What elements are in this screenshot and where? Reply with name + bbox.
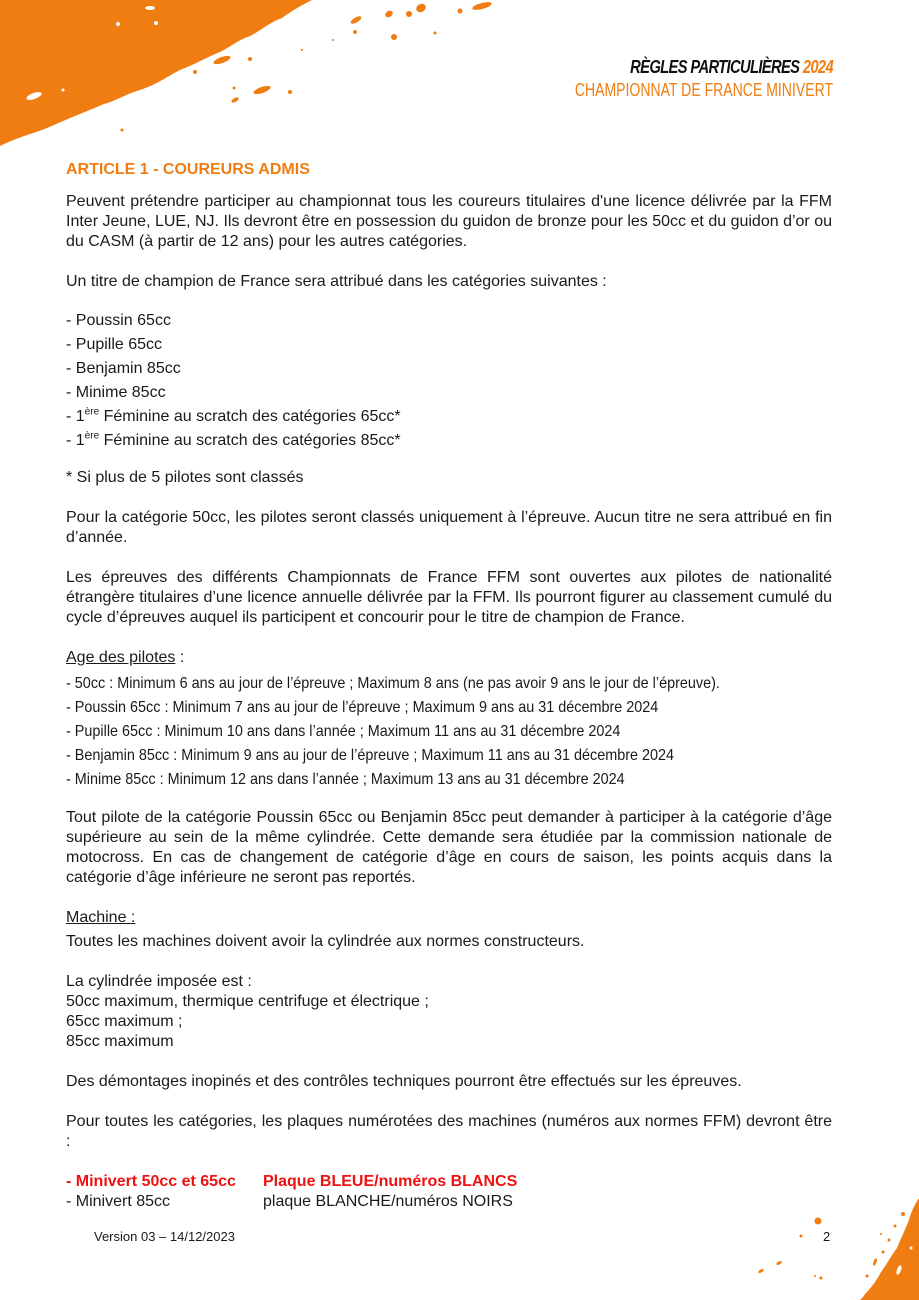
document-body: [66, 160, 832, 1212]
header-title: [562, 56, 833, 78]
page-number: 2: [823, 1229, 831, 1244]
paragraph-foreign-riders: Les épreuves des différents Championnats de France FFM sont ouvertes aux pilotes de nationalité étrangère titulaires d’une licence annuelle délivrée par la FFM. Ils pourront figurer au classement cumulé du cycle d’épreuves auquel ils participent et concourir pour le titre de champion de France.: [66, 569, 832, 626]
category-item: - Poussin 65cc: [66, 312, 171, 329]
footnote: * Si plus de 5 pilotes sont classés: [66, 469, 304, 486]
paragraph-category-upgrade: Tout pilote de la catégorie Poussin 65cc ou Benjamin 85cc peut demander à participer à la catégorie d’âge supérieure au sein de la même cylindrée. Cette demande sera étudiée par la commission nationale de motocross. En cas de changement de catégorie d’âge en cours de saison, les points acquis dans la catégorie d’âge inférieure ne seront pas reportés.: [66, 809, 832, 886]
plate-row: [66, 1192, 832, 1212]
paragraph-50cc: Pour la catégorie 50cc, les pilotes seront classés uniquement à l’épreuve. Aucun titre ne sera attribué en fin d’année.: [66, 509, 832, 546]
cylinder-line: 85cc maximum: [66, 1033, 174, 1050]
age-heading: Age des pilotes :: [66, 649, 185, 666]
article-title: ARTICLE 1 - COUREURS ADMIS: [66, 161, 310, 178]
age-item: - 50cc : Minimum 6 ans au jour de l’épreuve ; Maximum 8 ans (ne pas avoir 9 ans le jour de l’épreuve).: [66, 675, 720, 692]
paint-splash-bottom-decoration: [739, 1190, 919, 1300]
plate-row: [66, 1172, 832, 1192]
intro-paragraph: Peuvent prétendre participer au championnat tous les coureurs titulaires d'une licence délivrée par la FFM Inter Jeune, LUE, NJ. Ils devront être en possession du guidon de bronze pour les 50cc et du guidon d’or ou du CASM (à partir de 12 ans) pour les autres catégories.: [66, 193, 832, 250]
category-list: [66, 309, 832, 453]
category-item: - Minime 85cc: [66, 384, 166, 401]
age-item: - Pupille 65cc : Minimum 10 ans dans l’année ; Maximum 11 ans au 31 décembre 2024: [66, 723, 621, 740]
plate-category: - Minivert 85cc: [66, 1193, 171, 1210]
paint-splash-top-decoration: [0, 0, 500, 150]
cylinder-line: 50cc maximum, thermique centrifuge et électrique ;: [66, 993, 429, 1010]
plates-table: [66, 1172, 832, 1212]
machine-heading: Machine :: [66, 909, 136, 926]
inspections-paragraph: Des démontages inopinés et des contrôles techniques pourront être effectués sur les épreuves.: [66, 1073, 742, 1090]
header-title-text: RÈGLES PARTICULIÈRES: [630, 57, 800, 77]
document-header: [502, 56, 833, 101]
plates-intro: Pour toutes les catégories, les plaques numérotées des machines (numéros aux normes FFM) devront être :: [66, 1113, 832, 1150]
footer-version: Version 03 – 14/12/2023: [94, 1229, 235, 1244]
age-item: - Benjamin 85cc : Minimum 9 ans au jour de l’épreuve ; Maximum 11 ans au 31 décembre 2024: [66, 747, 675, 764]
plate-category: - Minivert 50cc et 65cc: [66, 1173, 236, 1190]
category-item: - 1ère Féminine au scratch des catégories 65cc*: [66, 406, 401, 425]
age-item: - Poussin 65cc : Minimum 7 ans au jour de l’épreuve ; Maximum 9 ans au 31 décembre 2024: [66, 699, 659, 716]
machine-norms: Toutes les machines doivent avoir la cylindrée aux normes constructeurs.: [66, 933, 585, 950]
category-item: - Benjamin 85cc: [66, 360, 181, 377]
category-item: - 1ère Féminine au scratch des catégories 85cc*: [66, 430, 401, 449]
category-item: - Pupille 65cc: [66, 336, 163, 353]
cylinder-intro: La cylindrée imposée est :: [66, 973, 252, 990]
header-subtitle: CHAMPIONNAT DE FRANCE MINIVERT: [574, 80, 833, 100]
age-list: [66, 672, 832, 792]
header-year: 2024: [802, 57, 833, 77]
age-item: - Minime 85cc : Minimum 12 ans dans l’année ; Maximum 13 ans au 31 décembre 2024: [66, 771, 625, 788]
plate-color: plaque BLANCHE/numéros NOIRS: [263, 1193, 513, 1210]
titles-intro: Un titre de champion de France sera attribué dans les catégories suivantes :: [66, 273, 607, 290]
plate-color: Plaque BLEUE/numéros BLANCS: [263, 1173, 518, 1190]
cylinder-line: 65cc maximum ;: [66, 1013, 183, 1030]
